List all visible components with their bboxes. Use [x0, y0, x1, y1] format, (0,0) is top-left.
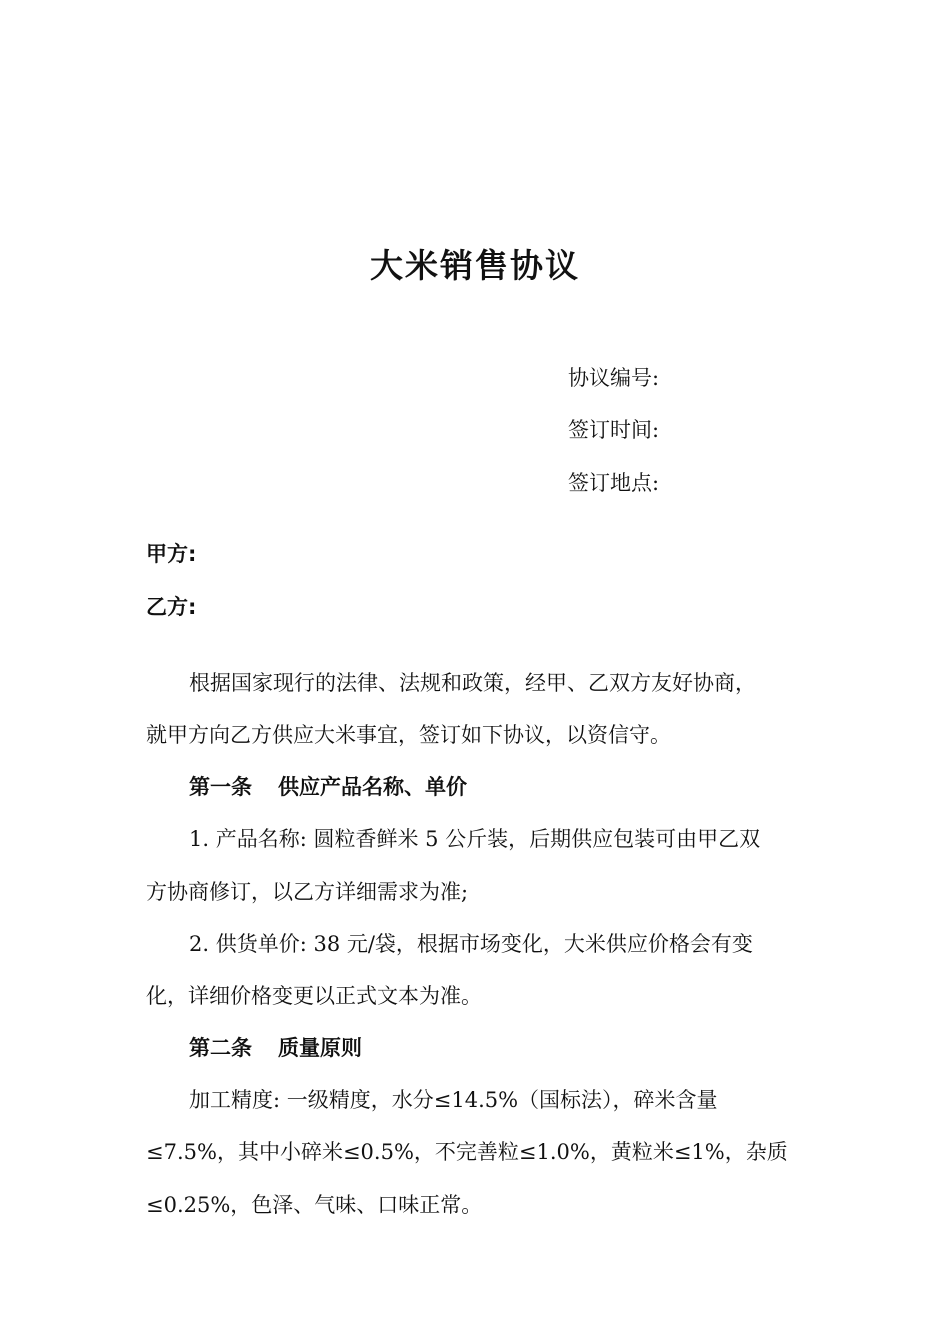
article-2-line-2: ≤7.5%，其中小碎米≤0.5%，不完善粒≤1.0%，黄粒米≤1%，杂质	[146, 1140, 788, 1164]
agreement-number-label: 协议编号:	[568, 366, 660, 390]
preamble-line-2: 就甲方向乙方供应大米事宜，签订如下协议，以资信守。	[146, 723, 671, 747]
preamble-line-1: 根据国家现行的法律、法规和政策，经甲、乙双方友好协商，	[189, 671, 756, 695]
document-title: 大米销售协议	[370, 246, 580, 285]
article-2-line-3: ≤0.25%，色泽、气味、口味正常。	[146, 1193, 483, 1217]
article-1-item-2-line-1: 2. 供货单价: 38 元/袋，根据市场变化，大米供应价格会有变	[189, 932, 753, 956]
article-1-number: 第一条	[189, 775, 252, 799]
party-b-label: 乙方:	[146, 595, 197, 619]
party-a-label: 甲方:	[146, 542, 197, 566]
article-1-heading	[189, 771, 467, 801]
sign-date-label: 签订时间:	[568, 418, 660, 442]
sign-place-label: 签订地点:	[568, 471, 660, 495]
article-1-title: 供应产品名称、单价	[278, 775, 467, 799]
article-1-item-1-line-1: 1. 产品名称: 圆粒香鲜米 5 公斤装，后期供应包装可由甲乙双	[189, 827, 761, 851]
article-2-title: 质量原则	[278, 1036, 362, 1060]
article-2-heading	[189, 1032, 362, 1062]
article-2-number: 第二条	[189, 1036, 252, 1060]
article-2-line-1: 加工精度: 一级精度，水分≤14.5%（国标法），碎米含量	[189, 1088, 718, 1112]
article-1-item-1-line-2: 方协商修订，以乙方详细需求为准;	[146, 880, 469, 904]
article-1-item-2-line-2: 化，详细价格变更以正式文本为准。	[146, 984, 482, 1008]
